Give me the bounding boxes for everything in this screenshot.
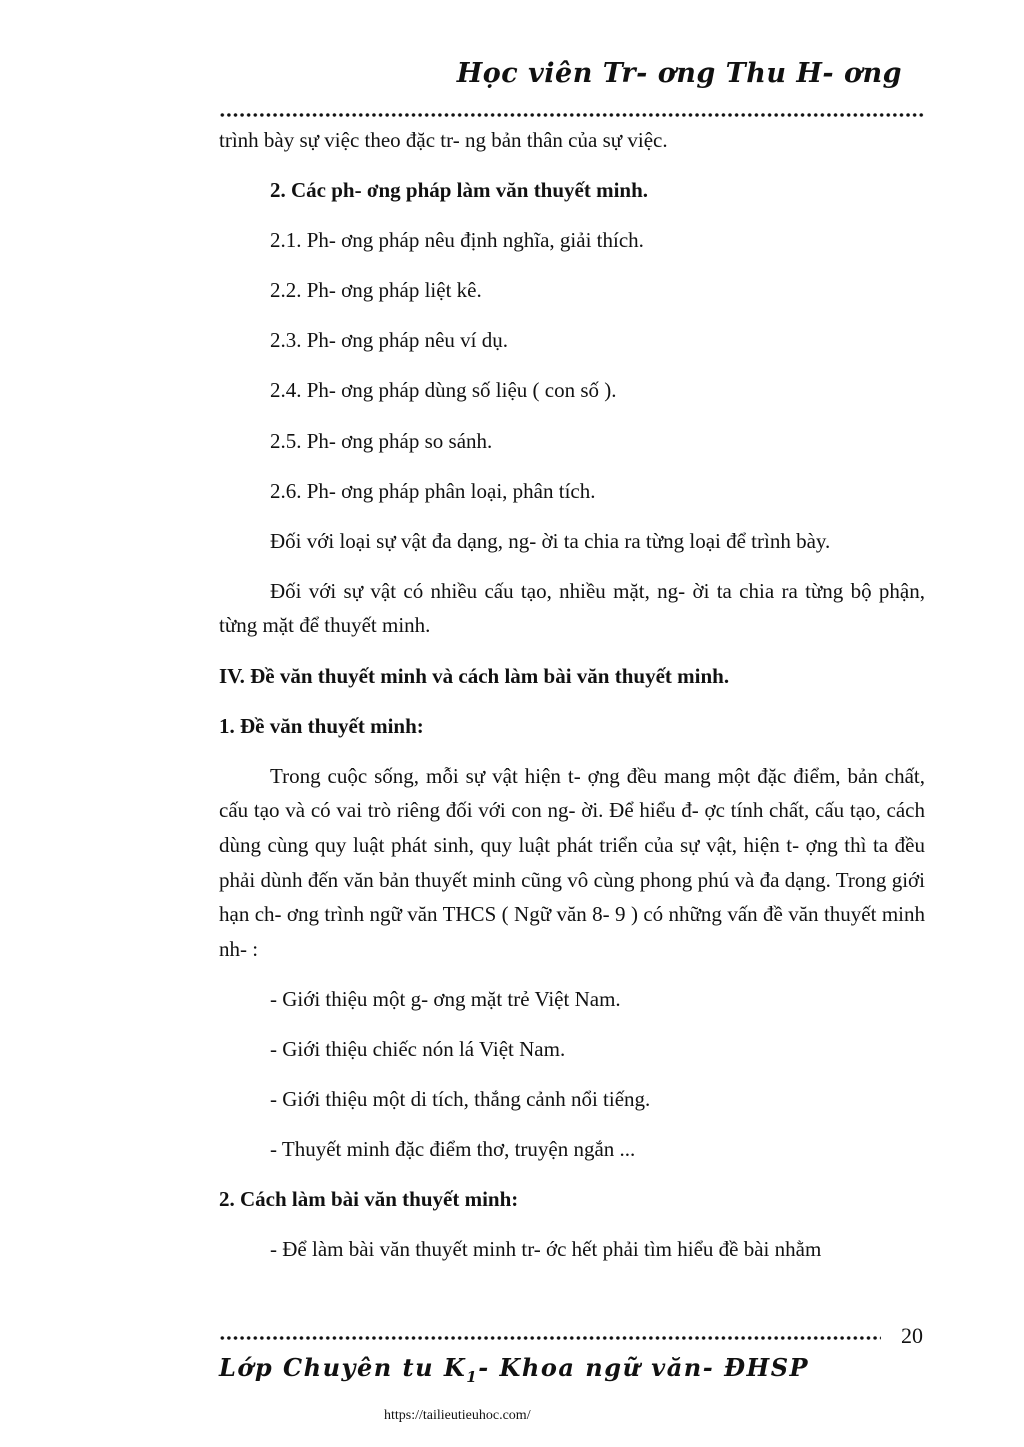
top-dotted-divider (219, 111, 925, 119)
header-title: Học viên Tr- ơng Thu H- ơng (456, 58, 902, 89)
footer-url: https://tailieutieuhoc.com/ (384, 1408, 531, 1423)
list-item: - Giới thiệu một di tích, thắng cảnh nổi tiếng. (270, 1086, 651, 1111)
list-item: - Giới thiệu chiếc nón lá Việt Nam. (270, 1036, 566, 1061)
paragraph: 2.5. Ph- ơng pháp so sánh. (270, 428, 493, 453)
paragraph: trình bày sự việc theo đặc tr- ng bản thân của sự việc. (219, 128, 668, 152)
footer-title-subscript: 1 (466, 1367, 479, 1386)
list-item: - Thuyết minh đặc điểm thơ, truyện ngắn ... (270, 1137, 636, 1162)
paragraph: 2.6. Ph- ơng pháp phân loại, phân tích. (270, 478, 596, 503)
footer-title (219, 1353, 809, 1386)
paragraph: 2.1. Ph- ơng pháp nêu định nghĩa, giải thích. (270, 228, 644, 253)
subsection-heading: 2. Cách làm bài văn thuyết minh: (219, 1187, 519, 1212)
paragraph: - Để làm bài văn thuyết minh tr- ớc hết phải tìm hiểu đề bài nhằm (270, 1237, 822, 1262)
paragraph: 2.4. Ph- ơng pháp dùng số liệu ( con số ). (270, 378, 617, 403)
paragraph: Đối với sự vật có nhiều cấu tạo, nhiều mặt, ng- ời ta chia ra từng bộ phận, từng mặt để thuyết minh. (219, 578, 925, 638)
page-number: 20 (901, 1323, 923, 1348)
subsection-heading: 1. Đề văn thuyết minh: (219, 713, 424, 738)
footer-title-rest: - Khoa ngữ văn- ĐHSP (478, 1353, 810, 1382)
footer-title-main: Lớp Chuyên tu K (219, 1353, 467, 1382)
body-text (219, 123, 925, 1282)
list-item: - Giới thiệu một g- ơng mặt trẻ Việt Nam. (270, 986, 621, 1011)
paragraph: 2.2. Ph- ơng pháp liệt kê. (270, 278, 482, 303)
paragraph: 2.3. Ph- ơng pháp nêu ví dụ. (270, 328, 509, 353)
paragraph: Đối với loại sự vật đa dạng, ng- ời ta chia ra từng loại để trình bày. (270, 528, 831, 553)
paragraph: 2. Các ph- ơng pháp làm văn thuyết minh. (270, 178, 649, 203)
bottom-dotted-divider (219, 1334, 881, 1342)
paragraph: Trong cuộc sống, mỗi sự vật hiện t- ợng đều mang một đặc điểm, bản chất, cấu tạo và có vai trò riêng đối với con ng- ời. Để hiểu đ- ợc tính chất, cấu tạo, cách dùng cùng quy luật phát sinh, quy luật phát triển của sự vật, hiện t- ợng thì ta đều phải dùnh đến văn bản thuyết minh cũng vô cùng phong phú và đa dạng. Trong giới hạn ch- ơng trình ngữ văn THCS ( Ngữ văn 8- 9 ) có những vấn đề văn thuyết minh nh- : (219, 763, 925, 961)
section-heading: IV. Đề văn thuyết minh và cách làm bài văn thuyết minh. (219, 663, 730, 688)
